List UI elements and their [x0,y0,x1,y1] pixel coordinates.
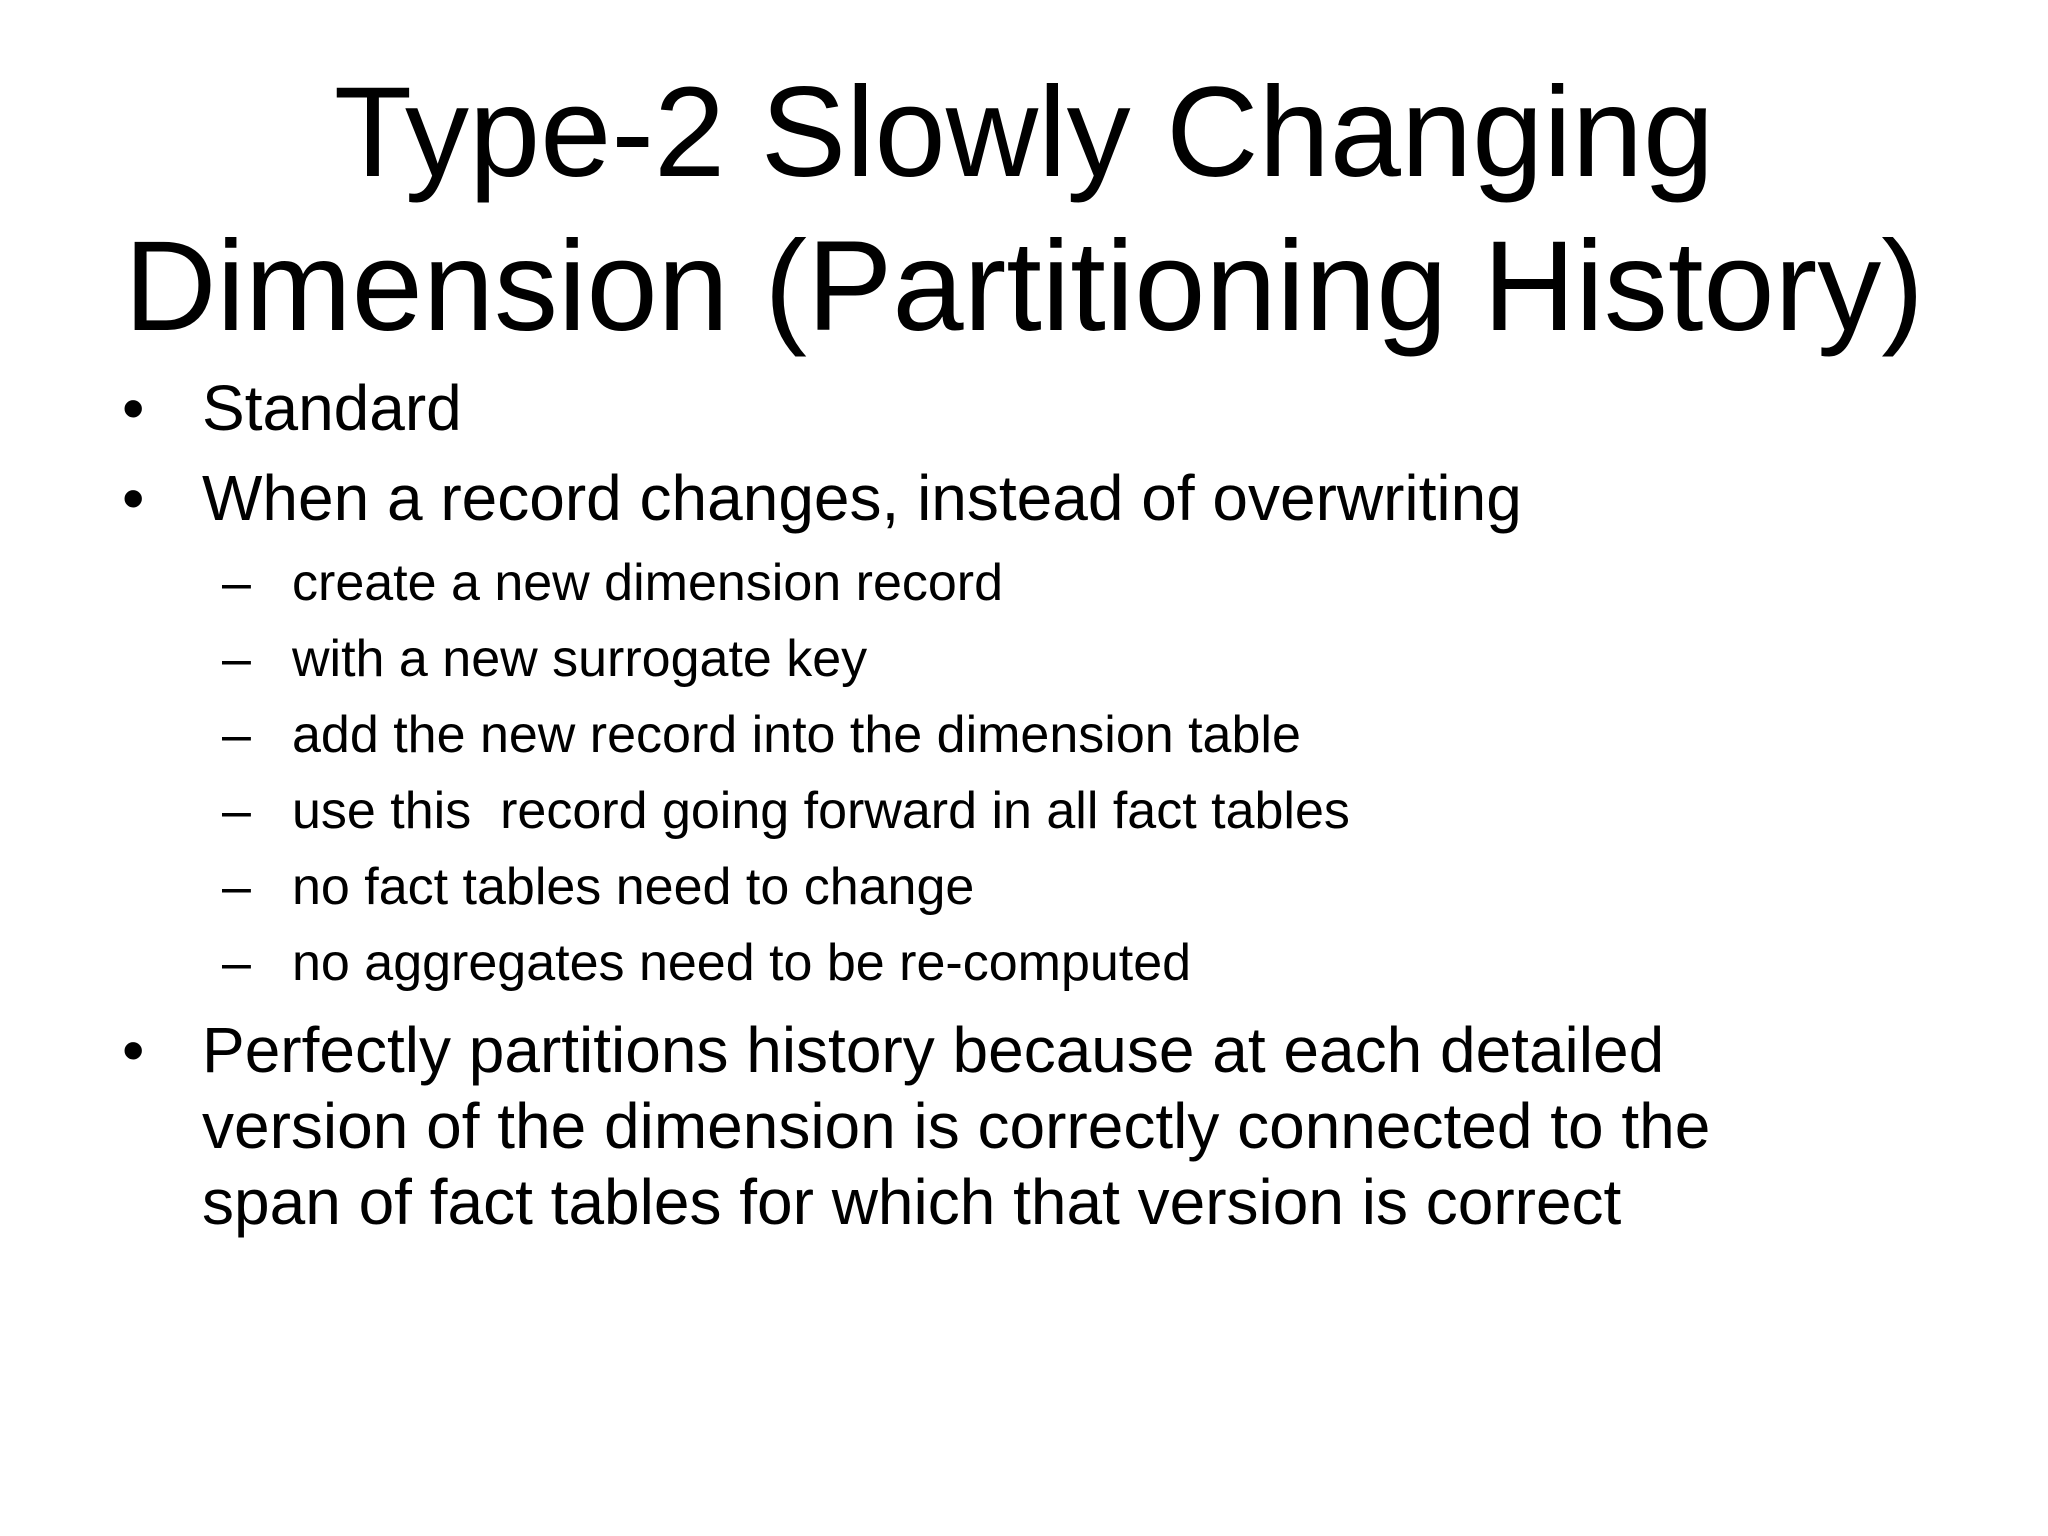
bullet-text-line: span of fact tables for which that version is correct [202,1166,1622,1238]
title-line-2: Dimension (Partitioning History) [124,215,1924,358]
sub-bullet-text: no fact tables need to change [292,858,975,916]
sub-bullet-text: use this record going forward in all fact tables [292,782,1350,840]
bullet-marker: • [122,1014,145,1086]
bullet-text-line: version of the dimension is correctly connected to the [202,1090,1711,1162]
sub-bullet-marker: – [222,934,251,992]
bullet-text: When a record changes, instead of overwriting [202,462,1522,534]
sub-bullet-marker: – [222,782,251,840]
sub-bullet-text: with a new surrogate key [292,630,868,688]
title-line-1: Type-2 Slowly Changing [333,61,1715,204]
sub-bullet-text: no aggregates need to be re-computed [292,934,1192,992]
sub-bullet-marker: – [222,706,251,764]
bullet-text [202,1012,1902,1240]
bullet-marker: • [122,462,145,534]
bullet-text: Standard [202,372,462,444]
sub-bullet-marker: – [222,630,251,688]
bullet-text-line: Perfectly partitions history because at each detailed [202,1014,1665,1086]
sub-bullet-text: create a new dimension record [292,554,1004,612]
bullet-marker: • [122,372,145,444]
sub-bullet-text: add the new record into the dimension table [292,706,1301,764]
sub-bullet-marker: – [222,858,251,916]
sub-bullet-marker: – [222,554,251,612]
